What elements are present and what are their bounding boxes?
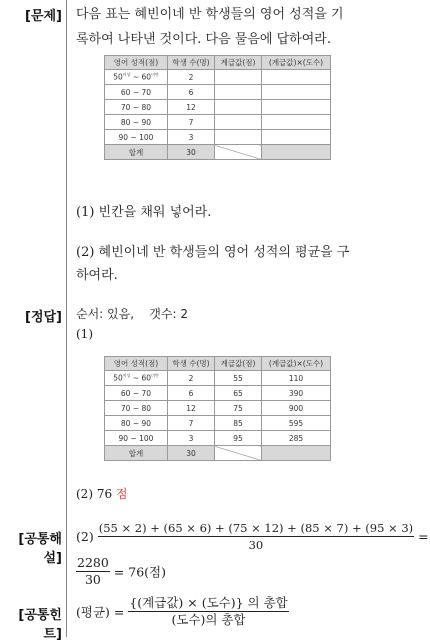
table-row: 90 ~ 100 3 — [105, 130, 331, 145]
table-row: 60 ~ 70 6 65 390 — [105, 386, 331, 401]
table-total-row: 합계 30 — [105, 446, 331, 461]
answer-header-score: 영어 성적(점) — [105, 357, 168, 371]
answer-part2-value: (2) 76 — [76, 487, 113, 501]
table-row: 70 ~ 80 12 — [105, 100, 331, 115]
table-row: $50^{이상}$ ~ $60^{미만}$ 2 55 110 — [105, 371, 331, 386]
problem-intro-line2: 록하여 나타낸 것이다. 다음 물음에 답하여라. — [76, 32, 331, 47]
problem-frequency-table — [104, 55, 331, 160]
table-row: 90 ~ 100 3 95 285 — [105, 431, 331, 446]
answer-header-mid: 계급값(점) — [215, 357, 262, 371]
explanation-result-value: = 76(점) — [113, 564, 166, 580]
explanation-label: [공통해설] — [18, 532, 62, 566]
explanation-denominator: 30 — [248, 538, 264, 552]
answer-part2-unit: 점 — [115, 487, 128, 501]
explanation-result — [76, 555, 166, 588]
explanation-fraction — [98, 520, 414, 553]
explanation-result-denominator: 30 — [84, 572, 101, 587]
divider-line — [66, 0, 67, 637]
problem-intro-line1: 다음 표는 혜빈이네 반 학생들의 영어 성적을 기 — [76, 7, 344, 22]
hint-denominator: (도수)의 총합 — [171, 612, 246, 627]
table-row: 70 ~ 80 12 75 900 — [105, 401, 331, 416]
header-mid: 계급값(점) — [215, 56, 262, 70]
problem-question2-line2: 하여라. — [76, 268, 118, 283]
table-row: $50^{이상}$ ~ $60^{미만}$ 2 — [105, 70, 331, 85]
answer-part1: (1) — [76, 327, 93, 341]
problem-question2-line1: (2) 혜빈이네 반 학생들의 영어 성적의 평균을 구 — [76, 245, 350, 260]
table-row: 80 ~ 90 7 — [105, 115, 331, 130]
hint-fraction — [128, 595, 288, 628]
hint-lhs: (평균) = — [76, 604, 125, 620]
hint-formula — [76, 595, 289, 628]
answer-frequency-table — [104, 356, 331, 461]
problem-label: [문제] — [25, 9, 62, 24]
answer-header-product: (계급값)×(도수) — [262, 357, 331, 371]
hint-label: [공통힌트] — [18, 608, 62, 642]
explanation-equals: = — [418, 529, 429, 544]
header-count: 학생 수(명) — [168, 56, 215, 70]
answer-part2 — [76, 482, 128, 507]
header-score: 영어 성적(점) — [105, 56, 168, 70]
answer-meta: 순서: 있음, 갯수: 2 — [76, 307, 188, 321]
explanation-numerator: (55 × 2) + (65 × 6) + (75 × 12) + (85 × 7) + (95 × 3) — [98, 521, 414, 535]
explanation-prefix: (2) — [76, 529, 94, 544]
header-product: (계급값)×(도수) — [262, 56, 331, 70]
table-total-row: 합계 30 — [105, 145, 331, 160]
answer-header-count: 학생 수(명) — [168, 357, 215, 371]
hint-numerator: {(계급값) × (도수)} 의 총합 — [129, 595, 288, 610]
explanation-formula — [76, 520, 429, 553]
explanation-result-fraction — [76, 555, 110, 588]
answer-label: [정답] — [25, 310, 62, 325]
table-row: 80 ~ 90 7 85 595 — [105, 416, 331, 431]
problem-question1: (1) 빈칸을 채워 넣어라. — [76, 205, 212, 220]
explanation-result-numerator: 2280 — [77, 555, 109, 570]
table-row: 60 ~ 70 6 — [105, 85, 331, 100]
